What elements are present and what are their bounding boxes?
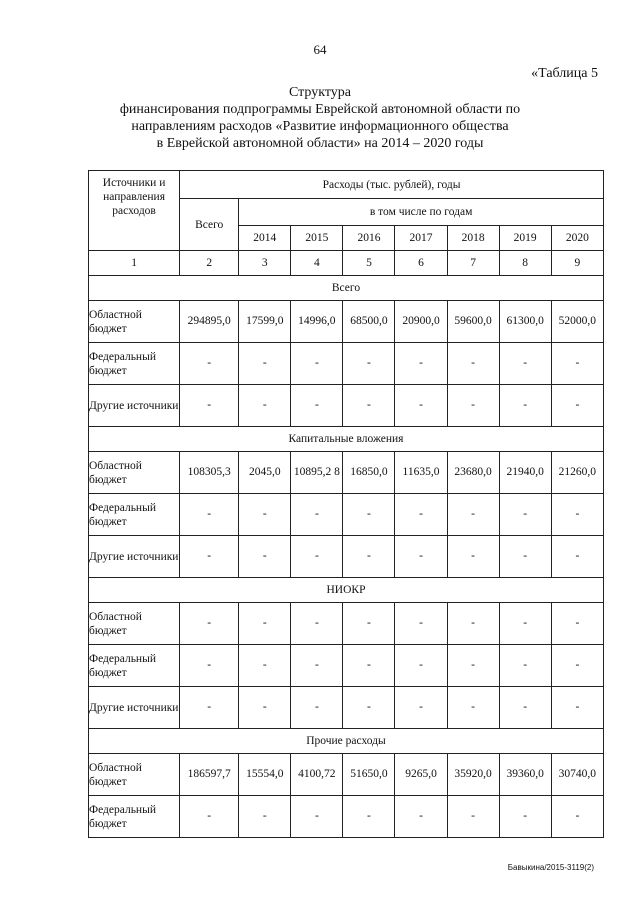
value-cell: - [447, 687, 499, 729]
value-cell: - [447, 796, 499, 838]
table-row [89, 687, 604, 729]
value-cell: 108305,3 [180, 452, 239, 494]
year-header: 2016 [343, 226, 395, 251]
table-row [89, 645, 604, 687]
value-cell: - [291, 645, 343, 687]
value-cell: - [291, 687, 343, 729]
section-title: Прочие расходы [89, 729, 604, 754]
value-cell: - [551, 494, 603, 536]
section-row [89, 276, 604, 301]
value-cell: - [180, 603, 239, 645]
value-cell: - [551, 796, 603, 838]
value-cell: 23680,0 [447, 452, 499, 494]
row-label: Другие источники [89, 536, 180, 578]
value-cell: - [343, 603, 395, 645]
row-label: Областной бюджет [89, 301, 180, 343]
table-row [89, 796, 604, 838]
value-cell: - [499, 494, 551, 536]
table-row [89, 385, 604, 427]
by-year-header: в том числе по годам [239, 199, 604, 226]
value-cell: - [551, 645, 603, 687]
section-row [89, 427, 604, 452]
value-cell: - [343, 536, 395, 578]
column-number: 3 [239, 251, 291, 276]
value-cell: - [291, 796, 343, 838]
value-cell: - [343, 343, 395, 385]
page-number: 64 [313, 42, 327, 57]
value-cell: 52000,0 [551, 301, 603, 343]
table-row [89, 603, 604, 645]
row-label: Областной бюджет [89, 452, 180, 494]
value-cell: 4100,72 [291, 754, 343, 796]
value-cell: - [291, 603, 343, 645]
column-numbers-row [89, 251, 604, 276]
value-cell: - [343, 796, 395, 838]
value-cell: - [180, 645, 239, 687]
value-cell: - [180, 494, 239, 536]
table-row [89, 494, 604, 536]
table-row [89, 754, 604, 796]
title-line: в Еврейской автономной области» на 2014 – 2020 годы [156, 136, 484, 151]
financing-table [88, 170, 604, 838]
year-header: 2019 [499, 226, 551, 251]
row-label: Областной бюджет [89, 603, 180, 645]
value-cell: 21940,0 [499, 452, 551, 494]
sources-header: Источники и направления расходов [89, 171, 180, 251]
value-cell: 51650,0 [343, 754, 395, 796]
value-cell: - [180, 343, 239, 385]
year-header: 2014 [239, 226, 291, 251]
value-cell: 21260,0 [551, 452, 603, 494]
value-cell: - [239, 603, 291, 645]
value-cell: - [395, 343, 447, 385]
value-cell: 9265,0 [395, 754, 447, 796]
section-row [89, 578, 604, 603]
row-label: Федеральный бюджет [89, 343, 180, 385]
value-cell: 30740,0 [551, 754, 603, 796]
value-cell: - [239, 796, 291, 838]
value-cell: 15554,0 [239, 754, 291, 796]
value-cell: - [551, 603, 603, 645]
row-label: Федеральный бюджет [89, 645, 180, 687]
value-cell: - [499, 536, 551, 578]
value-cell: - [395, 687, 447, 729]
value-cell: - [395, 796, 447, 838]
value-cell: - [551, 343, 603, 385]
value-cell: - [395, 494, 447, 536]
section-title: Капитальные вложения [89, 427, 604, 452]
section-title: НИОКР [89, 578, 604, 603]
table-row [89, 536, 604, 578]
value-cell: - [499, 603, 551, 645]
value-cell: 10895,2 8 [291, 452, 343, 494]
value-cell: - [551, 385, 603, 427]
value-cell: 14996,0 [291, 301, 343, 343]
title-line: направлениям расходов «Развитие информационного общества [131, 119, 509, 134]
table-reference: «Таблица 5 [531, 66, 598, 81]
value-cell: - [343, 645, 395, 687]
expenses-header: Расходы (тыс. рублей), годы [180, 171, 604, 199]
value-cell: - [343, 687, 395, 729]
value-cell: - [499, 796, 551, 838]
value-cell: - [447, 536, 499, 578]
value-cell: - [291, 536, 343, 578]
value-cell: - [239, 536, 291, 578]
column-number: 1 [89, 251, 180, 276]
table-row [89, 301, 604, 343]
section-row [89, 729, 604, 754]
value-cell: - [239, 687, 291, 729]
section-title: Всего [89, 276, 604, 301]
value-cell: - [499, 385, 551, 427]
value-cell: 35920,0 [447, 754, 499, 796]
column-number: 4 [291, 251, 343, 276]
footer-code: Бавыкина/2015-3119(2) [507, 863, 594, 872]
value-cell: - [180, 385, 239, 427]
column-number: 7 [447, 251, 499, 276]
title-line: финансирования подпрограммы Еврейской автономной области по [119, 102, 521, 117]
value-cell: - [239, 343, 291, 385]
row-label: Федеральный бюджет [89, 796, 180, 838]
value-cell: - [343, 494, 395, 536]
column-number: 2 [180, 251, 239, 276]
column-number: 5 [343, 251, 395, 276]
row-label: Другие источники [89, 687, 180, 729]
value-cell: - [551, 687, 603, 729]
row-label: Другие источники [89, 385, 180, 427]
value-cell: - [291, 494, 343, 536]
value-cell: - [239, 645, 291, 687]
value-cell: - [499, 645, 551, 687]
value-cell: - [239, 385, 291, 427]
value-cell: - [395, 603, 447, 645]
value-cell: - [447, 385, 499, 427]
value-cell: - [447, 645, 499, 687]
value-cell: - [180, 687, 239, 729]
value-cell: - [551, 536, 603, 578]
value-cell: - [499, 343, 551, 385]
column-number: 6 [395, 251, 447, 276]
value-cell: 294895,0 [180, 301, 239, 343]
value-cell: - [395, 536, 447, 578]
value-cell: 61300,0 [499, 301, 551, 343]
value-cell: - [395, 385, 447, 427]
year-header: 2018 [447, 226, 499, 251]
value-cell: 11635,0 [395, 452, 447, 494]
value-cell: 16850,0 [343, 452, 395, 494]
value-cell: 2045,0 [239, 452, 291, 494]
column-number: 9 [551, 251, 603, 276]
value-cell: - [499, 687, 551, 729]
value-cell: - [447, 343, 499, 385]
row-label: Федеральный бюджет [89, 494, 180, 536]
row-label: Областной бюджет [89, 754, 180, 796]
year-header: 2020 [551, 226, 603, 251]
value-cell: - [291, 385, 343, 427]
value-cell: - [239, 494, 291, 536]
value-cell: 17599,0 [239, 301, 291, 343]
value-cell: 68500,0 [343, 301, 395, 343]
value-cell: - [447, 603, 499, 645]
year-header: 2015 [291, 226, 343, 251]
column-number: 8 [499, 251, 551, 276]
value-cell: 39360,0 [499, 754, 551, 796]
value-cell: 59600,0 [447, 301, 499, 343]
value-cell: - [447, 494, 499, 536]
value-cell: - [291, 343, 343, 385]
table-row [89, 343, 604, 385]
table-title [80, 84, 560, 152]
value-cell: - [343, 385, 395, 427]
table-row [89, 452, 604, 494]
value-cell: - [395, 645, 447, 687]
value-cell: 186597,7 [180, 754, 239, 796]
title-line: Структура [288, 85, 352, 100]
value-cell: 20900,0 [395, 301, 447, 343]
value-cell: - [180, 796, 239, 838]
value-cell: - [180, 536, 239, 578]
total-header: Всего [180, 199, 239, 251]
year-header: 2017 [395, 226, 447, 251]
